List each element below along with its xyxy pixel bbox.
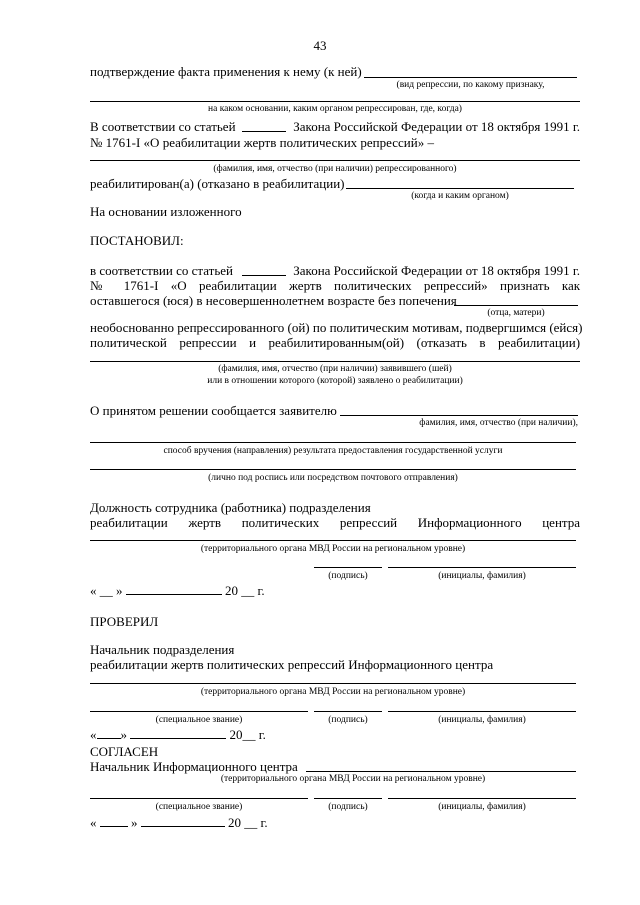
delivery-method-field[interactable] <box>90 442 576 443</box>
article-ref-start-2: в соответствии со статьей <box>90 263 233 278</box>
position-org-caption: (территориального органа МВД России на региональном уровне) <box>200 544 466 554</box>
checked-position-line-a: Начальник подразделения <box>90 642 235 657</box>
rehabilitated-label: реабилитирован(а) (отказано в реабилитации) <box>90 176 345 191</box>
agreed-date: « » 20 __ г. <box>90 815 268 830</box>
agreed-rank-field[interactable] <box>90 798 308 799</box>
delivery-method-caption: способ вручения (направления) результата предоставления государственной услуги <box>163 446 503 456</box>
agreed-rank-caption: (специальное звание) <box>155 802 243 812</box>
resolved-heading: ПОСТАНОВИЛ: <box>90 233 184 248</box>
law-ref-2: Закона Российской Федерации от 18 октября 1991 г. <box>293 263 580 278</box>
position-signature-caption: (подпись) <box>328 571 368 581</box>
rehab-decision-line: политической репрессии и реабилитированным(ой) (отказать в реабилитации) <box>90 335 581 350</box>
position-date: « __ » 20 __ г. <box>90 583 265 598</box>
applicant-name-caption: фамилия, имя, отчество (при наличии), <box>419 418 578 428</box>
agreed-org-field[interactable] <box>306 771 576 772</box>
position-date-month-field[interactable] <box>126 585 222 595</box>
checked-date: « » 20__ г. <box>90 727 266 742</box>
decision-notify-label: О принятом решении сообщается заявителю <box>90 403 337 418</box>
article-number-field-2[interactable] <box>242 275 286 276</box>
checked-org-field[interactable] <box>90 683 576 684</box>
repressed-unfounded-text: необоснованно репрессированного (ой) по политическим мотивам, подвергшимся (ейся) <box>90 320 583 335</box>
agreed-position-line: Начальник Информационного центра <box>90 759 298 774</box>
repression-type-field[interactable] <box>364 77 577 78</box>
applicant-name-field[interactable] <box>340 415 578 416</box>
application-fact-label: подтверждение факта применения к нему (к ней) <box>90 64 362 79</box>
repressed-fio-field[interactable] <box>90 160 580 161</box>
signature-method-field[interactable] <box>90 469 576 470</box>
checked-date-month-field[interactable] <box>130 729 226 739</box>
position-initials-caption: (инициалы, фамилия) <box>438 571 526 581</box>
agreed-signature-field[interactable] <box>314 798 382 799</box>
page-number: 43 <box>313 38 327 53</box>
signature-method-caption: (лично под роспись или посредством почтового отправления) <box>208 473 458 483</box>
repression-type-caption: (вид репрессии, по какому признаку, <box>396 80 545 90</box>
article-number-field[interactable] <box>242 131 286 132</box>
position-dept-line: реабилитации жертв политических репрессий Информационного центра <box>90 515 581 530</box>
position-org-field[interactable] <box>90 540 576 541</box>
rehab-when-caption: (когда и каким органом) <box>411 191 509 201</box>
agreed-signature-caption: (подпись) <box>328 802 368 812</box>
repressed-fio-caption: (фамилия, имя, отчество (при наличии) репрессированного) <box>213 164 457 174</box>
rehab-when-field[interactable] <box>346 188 574 189</box>
minor-without-care-text: оставшегося (юся) в несовершеннолетнем возрасте без попечения <box>90 293 457 308</box>
law-recognize-line: № 1761-I «О реабилитации жертв политических репрессий» признать как <box>90 278 581 293</box>
repression-basis-field[interactable] <box>90 101 580 102</box>
article-ref-start: В соответствии со статьей <box>90 119 236 134</box>
parent-caption: (отца, матери) <box>487 308 545 318</box>
checked-signature-field[interactable] <box>314 711 382 712</box>
parent-field[interactable] <box>454 305 578 306</box>
position-label: Должность сотрудника (работника) подразделения <box>90 500 371 515</box>
agreed-heading: СОГЛАСЕН <box>90 744 159 759</box>
checked-date-day-field[interactable] <box>97 729 121 739</box>
position-initials-field[interactable] <box>388 567 576 568</box>
agreed-initials-field[interactable] <box>388 798 576 799</box>
checked-position-line-b: реабилитации жертв политических репрессий Информационного центра <box>90 657 494 672</box>
checked-initials-caption: (инициалы, фамилия) <box>438 715 526 725</box>
checked-rank-field[interactable] <box>90 711 308 712</box>
based-on-text: На основании изложенного <box>90 204 242 219</box>
checked-initials-field[interactable] <box>388 711 576 712</box>
agreed-date-month-field[interactable] <box>141 817 225 827</box>
agreed-initials-caption: (инициалы, фамилия) <box>438 802 526 812</box>
applicant-fio-field[interactable] <box>90 361 580 362</box>
repression-basis-caption: на каком основании, каким органом репрессирован, где, когда) <box>208 104 462 114</box>
agreed-date-day-field[interactable] <box>100 817 128 827</box>
applicant-fio-caption-1: (фамилия, имя, отчество (при наличии) заявившего (шей) <box>218 364 452 374</box>
position-signature-field[interactable] <box>314 567 382 568</box>
checked-heading: ПРОВЕРИЛ <box>90 614 159 629</box>
checked-org-caption: (территориального органа МВД России на региональном уровне) <box>200 687 466 697</box>
checked-rank-caption: (специальное звание) <box>155 715 243 725</box>
agreed-org-caption: (территориального органа МВД России на региональном уровне) <box>220 774 486 784</box>
law-ref: Закона Российской Федерации от 18 октября 1991 г. <box>293 119 580 134</box>
checked-signature-caption: (подпись) <box>328 715 368 725</box>
law-number-line: № 1761-I «О реабилитации жертв политических репрессий» – <box>90 135 434 150</box>
applicant-fio-caption-2: или в отношении которого (которой) заявлено о реабилитации) <box>207 376 463 386</box>
